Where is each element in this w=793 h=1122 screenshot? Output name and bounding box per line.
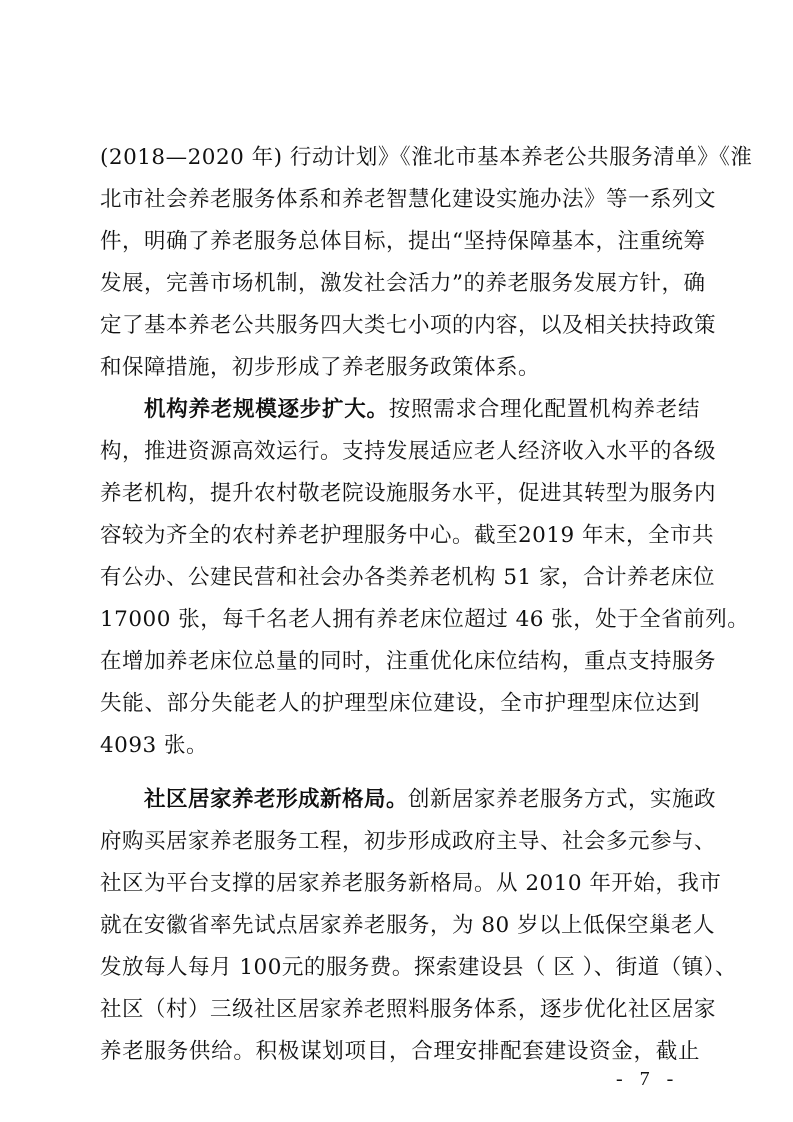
text-line: 容较为齐全的农村养老护理服务中心。截至2019 年末，全市共	[100, 523, 715, 548]
text-line: 和保障措施，初步形成了养老服务政策体系。	[100, 355, 541, 380]
text-line: 失能、部分失能老人的护理型床位建设，全市护理型床位达到	[100, 691, 700, 716]
text-line: 社区（村）三级社区居家养老照料服务体系，逐步优化社区居家	[100, 997, 717, 1022]
text-line: 社区为平台支撑的居家养老服务新格局。从 2010 年开始，我市	[100, 871, 722, 896]
text-span: 按照需求合理化配置机构养老结	[388, 397, 700, 422]
text-line	[100, 779, 717, 821]
document-body	[100, 137, 753, 1073]
text-line: 府购买居家养老服务工程，初步形成政府主导、社会多元参与、	[100, 829, 717, 854]
paragraph-heading: 机构养老规模逐步扩大。	[144, 397, 389, 422]
paragraph-institutional-care	[100, 389, 750, 767]
text-line: 就在安徽省率先试点居家养老服务，为 80 岁以上低保空巢老人	[100, 913, 716, 938]
text-line: 养老机构，提升农村敬老院设施服务水平，促进其转型为服务内	[100, 481, 717, 506]
text-line: 件，明确了养老服务总体目标，提出“坚持保障基本，注重统筹	[100, 229, 706, 254]
text-span: 创新居家养老服务方式，实施政	[408, 787, 717, 812]
text-line: 4093 张。	[100, 733, 209, 758]
paragraph-heading: 社区居家养老形成新格局。	[144, 787, 409, 812]
text-line: 17000 张，每千名老人拥有养老床位超过 46 张，处于全省前列。	[100, 607, 750, 632]
paragraph-gap	[100, 767, 700, 779]
text-line: (2018—2020 年) 行动计划》《淮北市基本养老公共服务清单》《淮	[100, 145, 753, 170]
text-line	[100, 389, 700, 431]
text-line: 养老服务供给。积极谋划项目，合理安排配套建设资金，截止	[100, 1039, 700, 1064]
text-line: 有公办、公建民营和社会办各类养老机构 51 家，合计养老床位	[100, 565, 716, 590]
text-line: 发展，完善市场机制，激发社会活力”的养老服务发展方针，确	[100, 271, 706, 296]
text-line: 定了基本养老公共服务四大类七小项的内容，以及相关扶持政策	[100, 313, 717, 338]
text-line: 在增加养老床位总量的同时，注重优化床位结构，重点支持服务	[100, 649, 717, 674]
paragraph-policy-system	[100, 137, 753, 389]
page-number: - 7 -	[616, 1068, 680, 1090]
paragraph-community-care	[100, 779, 738, 1073]
text-line: 发放每人每月 100元的服务费。探索建设县（ 区 ）、街道（镇）、	[100, 955, 738, 980]
text-line: 构，推进资源高效运行。支持发展适应老人经济收入水平的各级	[100, 439, 717, 464]
text-line: 北市社会养老服务体系和养老智慧化建设实施办法》等一系列文	[100, 187, 717, 212]
